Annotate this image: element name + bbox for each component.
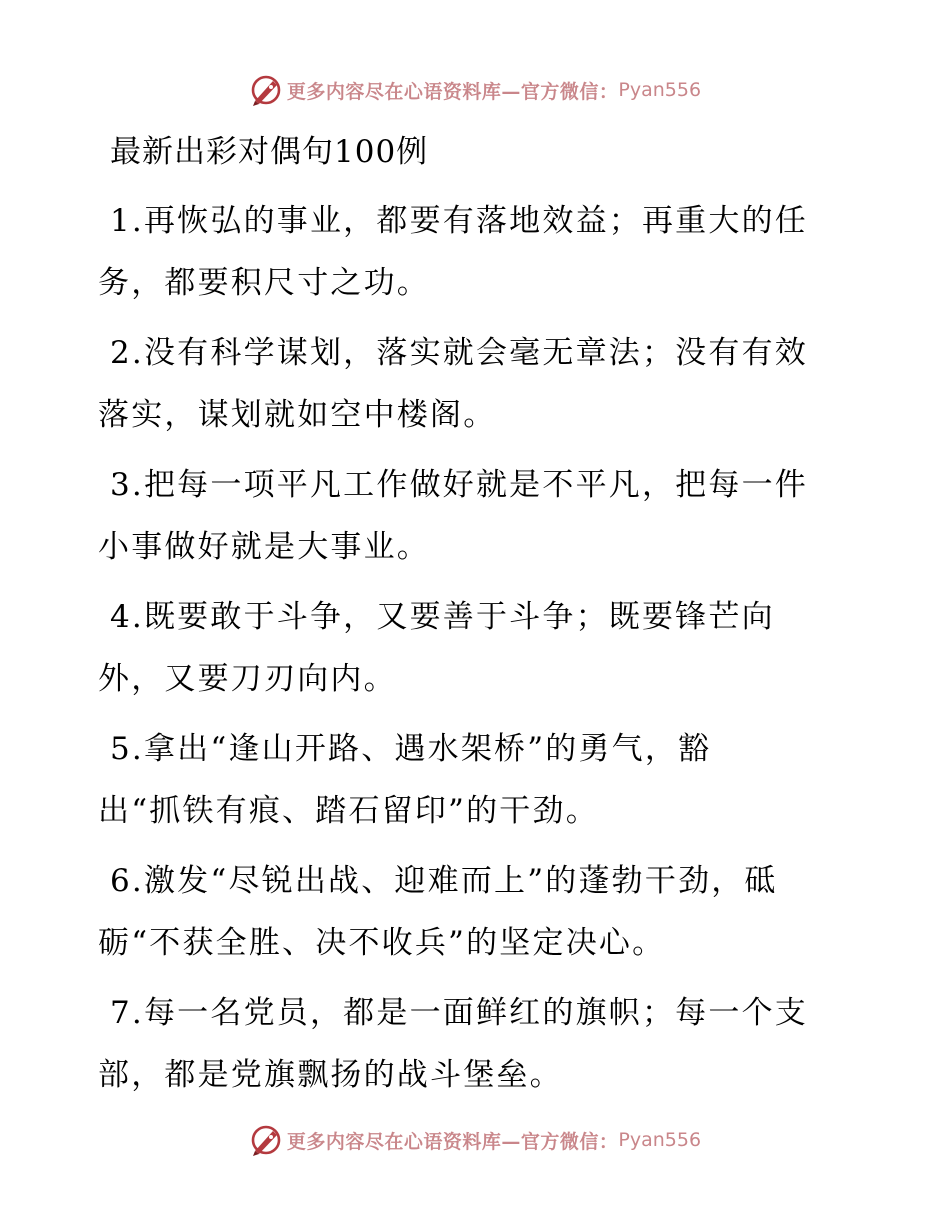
pen-logo-icon	[249, 73, 283, 107]
item-line: 外，又要刀刃向内。	[98, 661, 397, 697]
header-banner	[0, 70, 950, 110]
list-item	[98, 454, 833, 578]
item-line: 小事做好就是大事业。	[98, 529, 430, 565]
pen-logo-icon	[249, 1123, 283, 1157]
item-line: 务，都要积尺寸之功。	[98, 265, 430, 301]
list-item	[98, 850, 833, 974]
list-item	[98, 190, 833, 314]
list-item	[98, 322, 833, 446]
item-line: 2.没有科学谋划，落实就会毫无章法；没有有效	[110, 335, 808, 371]
item-line: 部，都是党旗飘扬的战斗堡垒。	[98, 1057, 563, 1093]
item-line: 6.激发“尽锐出战、迎难而上”的蓬勃干劲，砥	[110, 863, 778, 899]
item-line: 1.再恢弘的事业，都要有落地效益；再重大的任	[110, 203, 808, 239]
list-item	[98, 586, 833, 710]
banner-text: 更多内容尽在心语资料库—官方微信：	[286, 1130, 619, 1153]
item-line: 7.每一名党员，都是一面鲜红的旗帜；每一个支	[110, 995, 808, 1031]
banner-text: 更多内容尽在心语资料库—官方微信：	[286, 80, 619, 103]
list-item	[98, 982, 833, 1106]
item-line: 出“抓铁有痕、踏石留印”的干劲。	[98, 793, 599, 829]
footer-banner	[0, 1120, 950, 1160]
banner-wechat-id: Pyan556	[618, 1129, 702, 1151]
item-line: 落实，谋划就如空中楼阁。	[98, 397, 497, 433]
list-item	[98, 718, 833, 842]
banner-wechat-id: Pyan556	[618, 79, 702, 101]
item-line: 砺“不获全胜、决不收兵”的坚定决心。	[98, 925, 666, 961]
item-line: 4.既要敢于斗争，又要善于斗争；既要锋芒向	[110, 599, 775, 635]
item-line: 5.拿出“逢山开路、遇水架桥”的勇气，豁	[110, 731, 712, 767]
document-title: 最新出彩对偶句100例	[110, 134, 429, 170]
item-line: 3.把每一项平凡工作做好就是不平凡，把每一件	[110, 467, 808, 503]
